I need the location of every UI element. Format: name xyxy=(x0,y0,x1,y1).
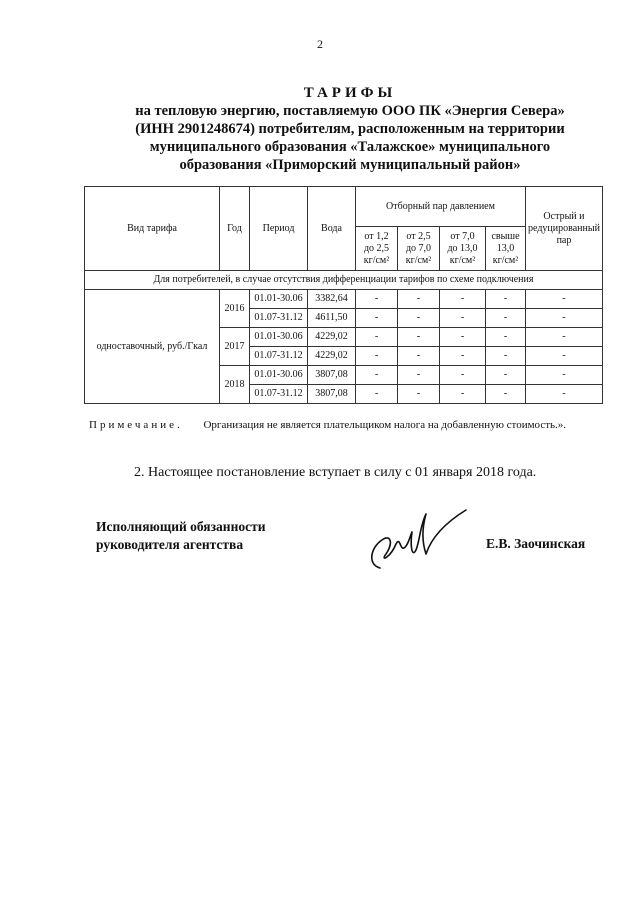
value-cell: - xyxy=(526,290,603,309)
header-steam-col xyxy=(398,227,440,271)
value-cell: - xyxy=(398,328,440,347)
year-cell: 2018 xyxy=(220,366,250,404)
title-line-3: муниципального образования «Талажское» муниципального xyxy=(149,139,551,155)
value-cell: - xyxy=(526,366,603,385)
header-period: Период xyxy=(250,187,308,271)
value-cell: - xyxy=(440,366,486,385)
header-steam-group: Отборный пар давлением xyxy=(356,187,526,227)
header-year: Год xyxy=(220,187,250,271)
document-title xyxy=(70,84,630,174)
steam-col-line: до 2,5 xyxy=(363,242,390,254)
steam-col-unit: кг/см² xyxy=(363,254,390,266)
steam-col-unit: кг/см² xyxy=(492,254,519,266)
value-cell: - xyxy=(356,385,398,404)
value-cell: - xyxy=(398,385,440,404)
value-cell: - xyxy=(440,290,486,309)
steam-col-line: свыше xyxy=(491,230,520,242)
water-cell: 4229,02 xyxy=(308,328,356,347)
title-line-1: на тепловую энергию, поставляемую ООО ПК «Энергия Севера» xyxy=(135,103,565,119)
page-number: 2 xyxy=(317,37,323,51)
value-cell: - xyxy=(440,328,486,347)
steam-col-line: от 1,2 xyxy=(364,230,389,242)
value-cell: - xyxy=(356,309,398,328)
value-cell: - xyxy=(356,290,398,309)
value-cell: - xyxy=(486,328,526,347)
value-cell: - xyxy=(356,328,398,347)
value-cell: - xyxy=(486,347,526,366)
water-cell: 4611,50 xyxy=(308,309,356,328)
period-cell: 01.07-31.12 xyxy=(250,309,308,328)
steam-col-unit: кг/см² xyxy=(405,254,432,266)
water-cell: 4229,02 xyxy=(308,347,356,366)
note xyxy=(89,418,597,433)
handwritten-signature xyxy=(360,502,470,572)
tariff-type-cell: одноставочный, руб./Гкал xyxy=(85,290,220,404)
title-heading: ТАРИФЫ xyxy=(303,85,397,101)
effective-date-clause: 2. Настоящее постановление вступает в силу с 01 января 2018 года. xyxy=(134,465,537,480)
signatory-position xyxy=(96,518,266,554)
position-line-1: Исполняющий обязанности xyxy=(96,519,266,534)
water-cell: 3382,64 xyxy=(308,290,356,309)
value-cell: - xyxy=(486,309,526,328)
position-line-2: руководителя агентства xyxy=(96,537,244,552)
period-cell: 01.07-31.12 xyxy=(250,385,308,404)
value-cell: - xyxy=(440,385,486,404)
value-cell: - xyxy=(526,309,603,328)
year-cell: 2016 xyxy=(220,290,250,328)
title-line-4: образования «Приморский муниципальный район» xyxy=(179,157,521,173)
value-cell: - xyxy=(356,347,398,366)
title-line-2: (ИНН 2901248674) потребителям, расположенным на территории xyxy=(135,121,565,137)
table-row xyxy=(85,290,603,309)
water-cell: 3807,08 xyxy=(308,385,356,404)
value-cell: - xyxy=(398,309,440,328)
note-label: Примечание. xyxy=(89,419,183,431)
value-cell: - xyxy=(398,366,440,385)
steam-col-line: от 2,5 xyxy=(406,230,431,242)
value-cell: - xyxy=(398,290,440,309)
header-steam-col xyxy=(440,227,486,271)
header-steam-col xyxy=(356,227,398,271)
water-cell: 3807,08 xyxy=(308,366,356,385)
value-cell: - xyxy=(356,366,398,385)
steam-col-unit: кг/см² xyxy=(449,254,476,266)
header-water: Вода xyxy=(308,187,356,271)
steam-col-line: до 7,0 xyxy=(405,242,432,254)
header-sharp-steam: Острый и редуцированный пар xyxy=(526,187,603,271)
value-cell: - xyxy=(526,347,603,366)
value-cell: - xyxy=(486,290,526,309)
consumer-note-row: Для потребителей, в случае отсутствия дифференциации тарифов по схеме подключения xyxy=(85,271,603,290)
value-cell: - xyxy=(486,366,526,385)
value-cell: - xyxy=(440,309,486,328)
value-cell: - xyxy=(526,385,603,404)
period-cell: 01.01-30.06 xyxy=(250,366,308,385)
period-cell: 01.01-30.06 xyxy=(250,290,308,309)
value-cell: - xyxy=(440,347,486,366)
header-vid: Вид тарифа xyxy=(85,187,220,271)
value-cell: - xyxy=(398,347,440,366)
steam-col-line: от 7,0 xyxy=(450,230,475,242)
period-cell: 01.01-30.06 xyxy=(250,328,308,347)
value-cell: - xyxy=(486,385,526,404)
header-steam-col xyxy=(486,227,526,271)
steam-col-line: до 13,0 xyxy=(447,242,478,254)
steam-col-line: 13,0 xyxy=(496,242,515,254)
tariff-table xyxy=(84,186,603,404)
signatory-name: Е.В. Заочинская xyxy=(486,536,586,551)
year-cell: 2017 xyxy=(220,328,250,366)
value-cell: - xyxy=(526,328,603,347)
note-text: Организация не является плательщиком налога на добавленную стоимость.». xyxy=(203,419,567,431)
period-cell: 01.07-31.12 xyxy=(250,347,308,366)
